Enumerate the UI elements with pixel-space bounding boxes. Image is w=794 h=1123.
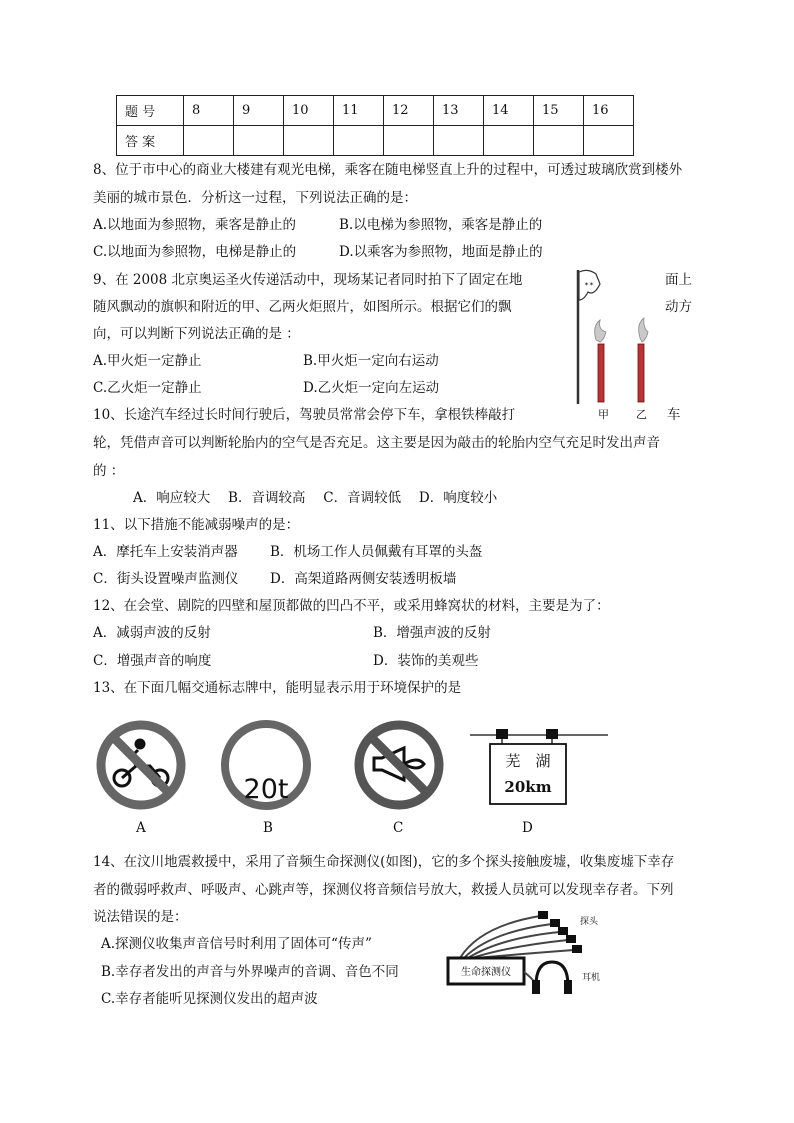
- q8-option-a: A.以地面为参照物，乘客是静止的: [93, 217, 297, 233]
- q12-option-a: A．减弱声波的反射: [93, 625, 211, 641]
- question-number-cell: 12: [384, 96, 434, 126]
- q9-stem-line2-end: 动方: [665, 299, 692, 315]
- sign-b-weight-limit: [219, 718, 313, 812]
- row-label-answer: 答 案: [117, 126, 184, 156]
- probe-label: 探头: [580, 917, 599, 927]
- q10-stem-line2: 轮，凭借声音可以判断轮胎内的空气是否充足。这主要是因为敲击的轮胎内空气充足时发出声音: [93, 435, 660, 451]
- q12-stem: 12、在会堂、剧院的四壁和屋顶都做的凹凸不平，或采用蜂窝状的材料，主要是为了：: [93, 598, 610, 614]
- q11-option-d: D．高架道路两侧安装透明板墙: [270, 571, 457, 587]
- q8-option-d: D.以乘客为参照物，地面是静止的: [339, 244, 543, 260]
- q8-option-c: C.以地面为参照物，电梯是静止的: [93, 244, 297, 260]
- q11-option-b: B．机场工作人员佩戴有耳罩的头盔: [270, 544, 483, 560]
- question-number-cell: 9: [234, 96, 284, 126]
- q9-option-d: D.乙火炬一定向左运动: [303, 380, 440, 396]
- svg-text:✶✶: ✶✶: [584, 281, 595, 288]
- q14-option-c: C.幸存者能听见探测仪发出的超声波: [101, 991, 318, 1007]
- q10-options: A．响应较大 B．音调较高 C．音调较低 D．响度较小: [133, 490, 498, 506]
- flame-yi-icon: [639, 318, 648, 342]
- q13-stem: 13、在下面几幅交通标志牌中，能明显表示用于环境保护的是: [93, 680, 462, 696]
- q10-stem-line1: 10、长途汽车经过长时间行驶后，驾驶员常常会停下车，拿根铁棒敲打: [93, 407, 516, 423]
- q9-stem-line1: 9、在 2008 北京奥运圣火传递活动中，现场某记者同时拍下了固定在地: [93, 272, 523, 288]
- table-row-numbers: [117, 96, 634, 126]
- torch-jia-icon: [598, 344, 604, 402]
- answer-cell[interactable]: [484, 126, 534, 156]
- earphone-label: 耳机: [582, 973, 601, 983]
- answer-cell[interactable]: [584, 126, 634, 156]
- question-number-cell: 10: [284, 96, 334, 126]
- sign-label-d: D: [522, 820, 533, 836]
- q8-option-b: B.以电梯为参照物，乘客是静止的: [339, 217, 543, 233]
- detector-label: 生命探测仪: [461, 967, 511, 978]
- q10-stem-line3: 的 ：: [93, 463, 125, 479]
- torch-yi-icon: [638, 344, 644, 402]
- life-detector-figure: [440, 906, 620, 1002]
- q14-option-b: B.幸存者发出的声音与外界噪声的音调、音色不同: [101, 964, 399, 980]
- q12-option-b: B．增强声波的反射: [373, 625, 491, 641]
- earphone-icon: [532, 962, 572, 994]
- sign-label-b: B: [263, 820, 273, 836]
- table-row-answers: [117, 126, 634, 156]
- q14-stem-line3: 说法错误的是：: [93, 909, 188, 925]
- q11-option-a: A．摩托车上安装消声器: [93, 544, 238, 560]
- sign-d-distance-text: 20km: [504, 778, 552, 796]
- question-number-cell: 13: [434, 96, 484, 126]
- question-number-cell: 14: [484, 96, 534, 126]
- q9-stem-line1-end: 面上: [665, 272, 692, 288]
- answer-cell[interactable]: [534, 126, 584, 156]
- answer-cell[interactable]: [334, 126, 384, 156]
- probe-icon: [538, 911, 582, 953]
- label-jia: 甲: [598, 408, 609, 421]
- q12-option-c: C．增强声音的响度: [93, 653, 212, 669]
- sign-d-distance: [470, 724, 610, 808]
- q9-stem-line2: 随风飘动的旗帜和附近的甲、乙两火炬照片，如图所示。根据它们的飘: [93, 299, 512, 315]
- q14-option-a: A.探测仪收集声音信号时利用了固体可“传声”: [101, 936, 372, 952]
- q10-stem-line1-end: 车: [667, 407, 681, 423]
- sign-d-city: 芜 湖: [505, 752, 551, 770]
- answer-cell[interactable]: [434, 126, 484, 156]
- q14-stem-line2: 者的微弱呼救声、呼吸声、心跳声等，探测仪将音频信号放大，救援人员就可以发现幸存者。下列: [93, 882, 674, 898]
- flame-jia-icon: [595, 320, 606, 342]
- q11-option-c: C．街头设置噪声监测仪: [93, 571, 239, 587]
- question-number-cell: 16: [584, 96, 634, 126]
- answer-cell[interactable]: [284, 126, 334, 156]
- sign-label-a: A: [136, 820, 146, 836]
- row-label-number: 题 号: [117, 96, 184, 126]
- q9-option-a: A.甲火炬一定静止: [93, 353, 202, 369]
- sign-a-no-motorcycle: [94, 718, 188, 812]
- question-number-cell: 11: [334, 96, 384, 126]
- sign-label-c: C: [393, 820, 404, 836]
- weight-limit-text: 20t: [243, 774, 289, 805]
- answer-cell[interactable]: [384, 126, 434, 156]
- q8-stem-line1: 8、位于市中心的商业大楼建有观光电梯，乘客在随电梯竖直上升的过程中，可透过玻璃欣赏到楼外: [93, 162, 683, 178]
- q9-option-b: B.甲火炬一定向右运动: [303, 353, 439, 369]
- q12-option-d: D．装饰的美观些: [373, 653, 479, 669]
- flag-torch-figure: [548, 262, 660, 422]
- answer-cell[interactable]: [184, 126, 234, 156]
- question-number-cell: 8: [184, 96, 234, 126]
- q8-stem-line2: 美丽的城市景色．分析这一过程，下列说法正确的是：: [93, 190, 417, 206]
- q14-stem-line1: 14、在汶川地震救援中，采用了音频生命探测仪(如图)，它的多个探头接触废墟，收集废墟下幸存: [93, 854, 675, 870]
- q9-option-c: C.乙火炬一定静止: [93, 380, 202, 396]
- question-number-cell: 15: [534, 96, 584, 126]
- q9-stem-line3: 向，可以判断下列说法正确的是 ：: [93, 326, 300, 342]
- q11-stem: 11、以下措施不能减弱噪声的是：: [93, 517, 300, 533]
- label-yi: 乙: [636, 408, 647, 421]
- answer-cell[interactable]: [234, 126, 284, 156]
- sign-c-no-horn: [352, 718, 446, 812]
- answer-table: [116, 95, 634, 156]
